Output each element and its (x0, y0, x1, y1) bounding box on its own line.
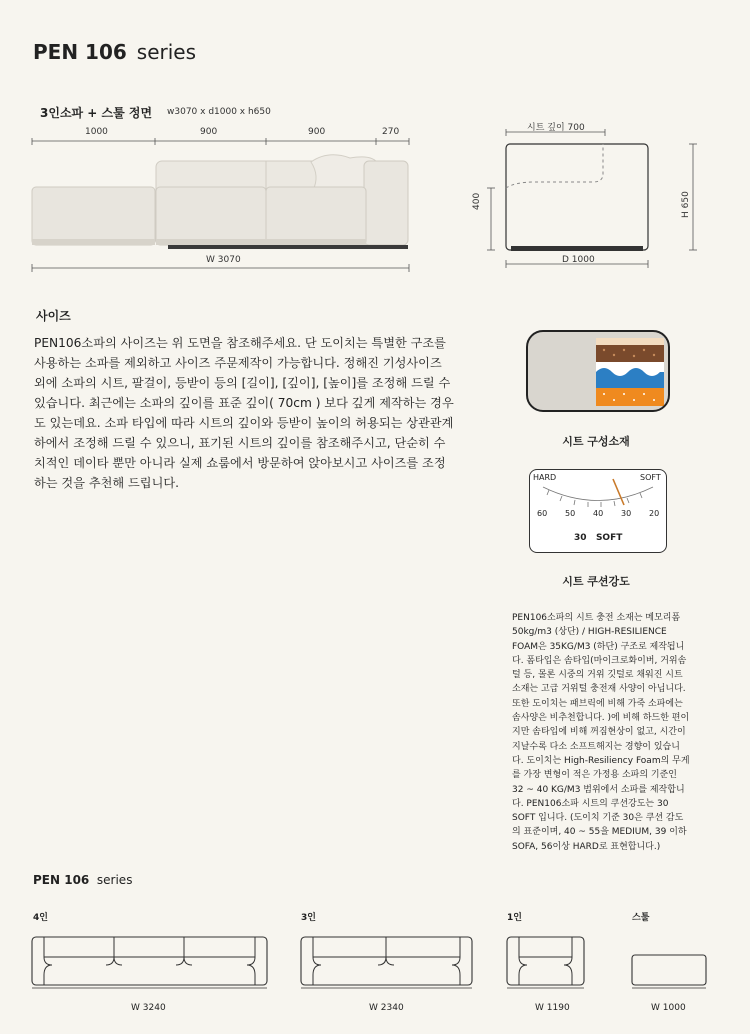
series-model: PEN 106 (33, 873, 90, 887)
model-name: PEN 106 (33, 40, 127, 64)
size-heading: 사이즈 (36, 309, 71, 323)
series-word: series (96, 873, 133, 887)
width-3seat: W 2340 (369, 1003, 404, 1013)
gauge-value-label: SOFT (595, 533, 623, 543)
outline-1seat (505, 935, 587, 991)
width-1seat: W 1190 (535, 1003, 570, 1013)
gauge-tick-30: 30 (621, 509, 632, 518)
gauge-tick-20: 20 (649, 509, 660, 518)
gauge-hard-label: HARD (533, 473, 557, 482)
gauge-tick-60: 60 (537, 509, 548, 518)
front-view-dims: w3070 x d1000 x h650 (167, 107, 271, 117)
front-view-heading: 3인소파 + 스툴 정면 (40, 106, 153, 120)
side-view-drawing (475, 128, 705, 274)
width-4seat: W 3240 (131, 1003, 166, 1013)
seat-material-diagram (526, 330, 670, 412)
size-description: PEN106소파의 사이즈는 위 도면을 참조해주세요. 단 도이치는 특별한 구조를 사용하는 소파를 제외하고 사이즈 주문제작이 가능합니다. 정해진 기성사이즈 외에 소파의 시트, 팔걸이, 등받이 등의 [길이], [깊이], [높이]를 조정해 드릴 수 있습니다. 최근에는 소파의 깊이를 표준 깊이( 70cm ) 보다 깊게 제작하는 경우도 있는데요. 소파 타입에 따라 시트의 깊이와 등받이 높이의 허용되는 상관관계 하에서 조정해 드릴 수 있으니, 표기된 시트의 깊이를 참조해주시고, 단순히 수치적인 데이타 뿐만 아니라 실제 쇼룸에서 방문하여 앉아보시고 사이즈를 조정하는 것을 추천해 드립니다. (34, 336, 454, 490)
side-height-400: 400 (472, 192, 482, 210)
gauge-tick-50: 50 (565, 509, 576, 518)
dim-total-width: W 3070 (206, 255, 241, 265)
material-caption: 시트 구성소재 (562, 435, 630, 448)
seat-depth-label: 시트 깊이 700 (527, 123, 585, 133)
series-heading (33, 873, 132, 887)
gauge-value-number: 30 (574, 533, 587, 543)
dim-segment-2: 900 (200, 127, 218, 137)
gauge-tick-40: 40 (593, 509, 604, 518)
gauge-caption: 시트 쿠션강도 (562, 575, 630, 588)
outline-4seat (30, 935, 270, 991)
gauge-value (574, 533, 622, 543)
model-name-4seat: 4인 (33, 913, 48, 923)
outline-3seat (299, 935, 475, 991)
gauge-soft-label: SOFT (640, 473, 661, 482)
page-title (33, 40, 196, 64)
dim-segment-3: 900 (308, 127, 326, 137)
model-name-3seat: 3인 (301, 913, 316, 923)
outline-stool (630, 953, 710, 991)
foam-description: PEN106소파의 시트 충전 소재는 메모리폼 50kg/m3 (상단) / HIGH-RESILIENCE FOAM은 35KG/M3 (하단) 구조로 제작됩니다. 폼타입은 솜타입(마이크로화이버, 거위솜털 등, 몰론 시중의 거위 깃털로 채워진 시트 소재는 고급 거위털 충전재 사양이 아닙니다. 또한 도이치는 패브릭에 비해 가죽 소파에는 솜사양은 비추천합니다. )에 비해 하드한 편이지만 솜타입에 비해 꺼짐현상이 없고, 시간이 지날수록 다소 소프트해지는 경향이 있습니다. 도이치는 High-Resiliency Foam의 무게를 가장 변형이 적은 가정용 소파의 기준인 32 ~ 40 KG/M3 범위에서 소파를 제작합니다. PEN106소파 시트의 쿠션강도는 30 SOFT 입니다. (도이치 기준 30은 쿠션 감도의 표준이며, 40 ~ 55을 MEDIUM, 39 이하 SOFA, 56이상 HARD로 표현합니다.) (512, 613, 690, 852)
model-name-stool: 스툴 (632, 913, 650, 923)
width-stool: W 1000 (651, 1003, 686, 1013)
model-name-1seat: 1인 (507, 913, 522, 923)
side-height-650: H 650 (681, 191, 691, 218)
series-label: series (136, 40, 197, 64)
front-sofa-drawing (28, 136, 413, 274)
gauge-needle (613, 479, 624, 505)
dim-segment-4: 270 (382, 127, 400, 137)
dim-segment-1: 1000 (85, 127, 108, 137)
side-depth-label: D 1000 (562, 255, 595, 265)
